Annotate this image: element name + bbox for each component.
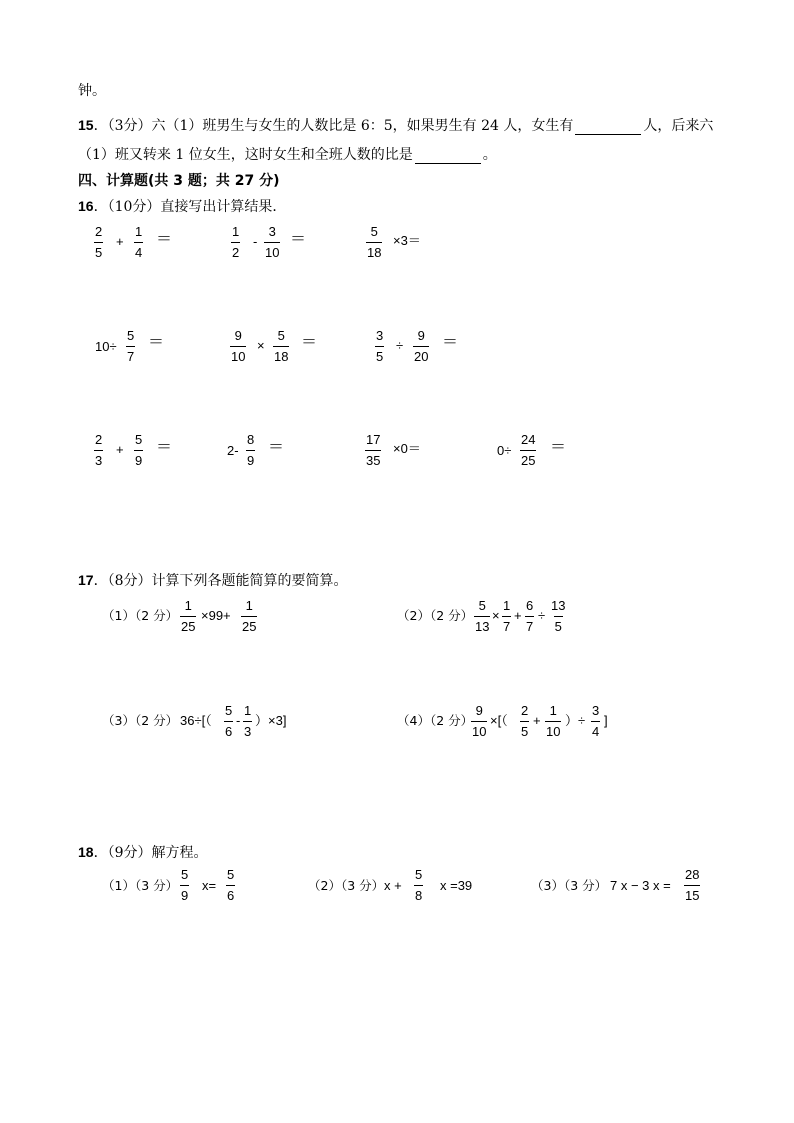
q16-item7-frac2: $\frac{5}{9}$ — [135, 432, 143, 468]
q17-sub3-post: ）×3] — [255, 713, 287, 728]
q18-sub2-frac: $\frac{5}{8}$ — [415, 867, 423, 903]
q16-item3-tail: ×3＝ — [393, 233, 421, 248]
q15-answer-blank-1[interactable] — [575, 120, 641, 135]
q17-dot: ． — [93, 573, 108, 589]
q18-sub3-pre: 7 x − 3 x = — [610, 878, 671, 893]
q17-sub1-frac2: $\frac{1}{25}$ — [242, 598, 257, 634]
q16-item7-op: + — [116, 442, 124, 457]
q15-line2 — [78, 146, 497, 164]
q15-line1 — [78, 116, 713, 135]
q16-header — [78, 197, 286, 216]
q16-item6-frac2: $\frac{9}{20}$ — [414, 328, 429, 364]
q16-item4-equals: ＝ — [148, 334, 165, 351]
q17-sub1-mid: ×99+ — [201, 608, 231, 623]
q17-sub2-op2: + — [514, 608, 522, 623]
q18-sub3-frac: $\frac{28}{15}$ — [685, 867, 700, 903]
q17-sub4-frac3: $\frac{1}{10}$ — [546, 703, 561, 739]
q17-sub2-frac4: $\frac{13}{5}$ — [551, 598, 566, 634]
q16-item5-equals: ＝ — [301, 334, 318, 351]
q18-sub1-mid: x= — [202, 878, 217, 893]
q16-item10-pre: 0÷ — [497, 443, 512, 458]
q18-sub2-label: （2）（3 分） — [308, 878, 385, 893]
q16-item1-frac1: $\frac{2}{5}$ — [95, 224, 103, 260]
q17-points: （8分） — [107, 573, 152, 589]
q17-number: 17 — [78, 572, 94, 588]
q17-sub4-label: （4）（2 分） — [397, 713, 474, 728]
q15-dot: ． — [93, 118, 108, 134]
q16-item4-pre: 10÷ — [95, 339, 117, 354]
q17-sub4-op1: + — [533, 713, 541, 728]
q16-item6-frac1: $\frac{3}{5}$ — [376, 328, 384, 364]
q17-sub1-frac1: $\frac{1}{25}$ — [181, 598, 196, 634]
q18-dot: ． — [93, 845, 108, 861]
q16-item9-frac: $\frac{17}{35}$ — [366, 432, 381, 468]
q14-tail: 钟。 — [78, 83, 106, 99]
q17-sub4-post: ] — [604, 713, 608, 728]
q18-sub1-frac1: $\frac{5}{9}$ — [181, 867, 189, 903]
q18-sub2-post: x =39 — [440, 878, 473, 893]
q18-instruction: 解方程。 — [151, 845, 208, 861]
q16-item4-frac: $\frac{5}{7}$ — [127, 328, 135, 364]
q17-sub2-frac3: $\frac{6}{7}$ — [526, 598, 534, 634]
q16-item8-equals: ＝ — [268, 439, 285, 456]
q17-sub3-label: （3）（2 分） — [102, 713, 179, 728]
q15-text-b: 人，后来六 — [643, 118, 714, 134]
q16-item5-frac2: $\frac{5}{18}$ — [274, 328, 289, 364]
q17-sub2-op1: × — [492, 608, 500, 623]
q17-sub1-label: （1）（2 分） — [102, 608, 179, 623]
q16-item2-frac2: $\frac{3}{10}$ — [265, 224, 280, 260]
q16-item3-frac: $\frac{5}{18}$ — [367, 224, 382, 260]
q15-text-c: （1）班又转来 1 位女生，这时女生和全班人数的比是 — [78, 147, 413, 163]
q16-item1-frac2: $\frac{1}{4}$ — [135, 224, 143, 260]
q16-item2-op: - — [253, 234, 258, 249]
q16-item8-pre: 2- — [227, 443, 239, 458]
q17-sub3-frac1: $\frac{5}{6}$ — [225, 703, 233, 739]
q16-item9-tail: ×0＝ — [393, 441, 421, 456]
q16-item10-frac: $\frac{24}{25}$ — [521, 432, 536, 468]
q17-sub4-frac2: $\frac{2}{5}$ — [521, 703, 529, 739]
q16-item8-frac: $\frac{8}{9}$ — [247, 432, 255, 468]
q16-item1-equals: ＝ — [156, 231, 173, 248]
q18-header — [78, 843, 208, 862]
q15-points: （3分） — [107, 118, 152, 134]
q17-sub4-mid: ×[（ — [490, 713, 508, 728]
q17-sub2-op3: ÷ — [538, 608, 546, 623]
q17-sub3-op: - — [236, 713, 241, 728]
q16-item10-equals: ＝ — [550, 439, 567, 456]
q16-dot: ． — [93, 199, 108, 215]
q17-sub4-frac1: $\frac{9}{10}$ — [472, 703, 487, 739]
q16-item5-op: × — [257, 338, 265, 353]
q18-sub1-frac2: $\frac{5}{6}$ — [227, 867, 235, 903]
q15-answer-blank-2[interactable] — [415, 149, 481, 164]
q16-instruction: 直接写出计算结果． — [160, 199, 287, 215]
q15-number: 15 — [78, 117, 94, 133]
q16-item2-equals: ＝ — [290, 231, 307, 248]
q17-sub2-frac1: $\frac{5}{13}$ — [475, 598, 490, 634]
q16-points: （10分） — [107, 199, 161, 215]
q17-sub2-label: （2）（2 分） — [397, 608, 474, 623]
q16-item5-frac1: $\frac{9}{10}$ — [231, 328, 246, 364]
q17-sub3-pre: 36÷[（ — [180, 713, 212, 728]
q16-item2-frac1: $\frac{1}{2}$ — [232, 224, 240, 260]
q17-header — [78, 571, 348, 590]
q16-item6-op: ÷ — [396, 338, 404, 353]
q17-sub3-frac2: $\frac{1}{3}$ — [244, 703, 252, 739]
q16-number: 16 — [78, 198, 94, 214]
q18-sub1-label: （1）（3 分） — [102, 878, 179, 893]
q15-text-d: 。 — [482, 147, 497, 163]
q17-instruction: 计算下列各题能简算的要简算。 — [151, 573, 348, 589]
q17-sub2-frac2: $\frac{1}{7}$ — [503, 598, 511, 634]
q15-text-a: 六（1）班男生与女生的人数比是 6：5，如果男生有 24 人，女生有 — [151, 118, 574, 134]
q18-number: 18 — [78, 844, 94, 860]
q16-item7-frac1: $\frac{2}{3}$ — [95, 432, 103, 468]
q18-sub3-label: （3）（3 分） — [531, 878, 608, 893]
q16-item7-equals: ＝ — [156, 439, 173, 456]
q17-sub4-frac4: $\frac{3}{4}$ — [592, 703, 600, 739]
q18-points: （9分） — [107, 845, 152, 861]
q16-item6-equals: ＝ — [442, 334, 459, 351]
q17-sub4-op2: ）÷ — [565, 713, 586, 728]
q18-sub2-pre: x + — [384, 878, 402, 893]
section-4-title: 四、计算题(共 3 题；共 27 分) — [78, 173, 280, 189]
q16-item1-op: + — [116, 234, 124, 249]
